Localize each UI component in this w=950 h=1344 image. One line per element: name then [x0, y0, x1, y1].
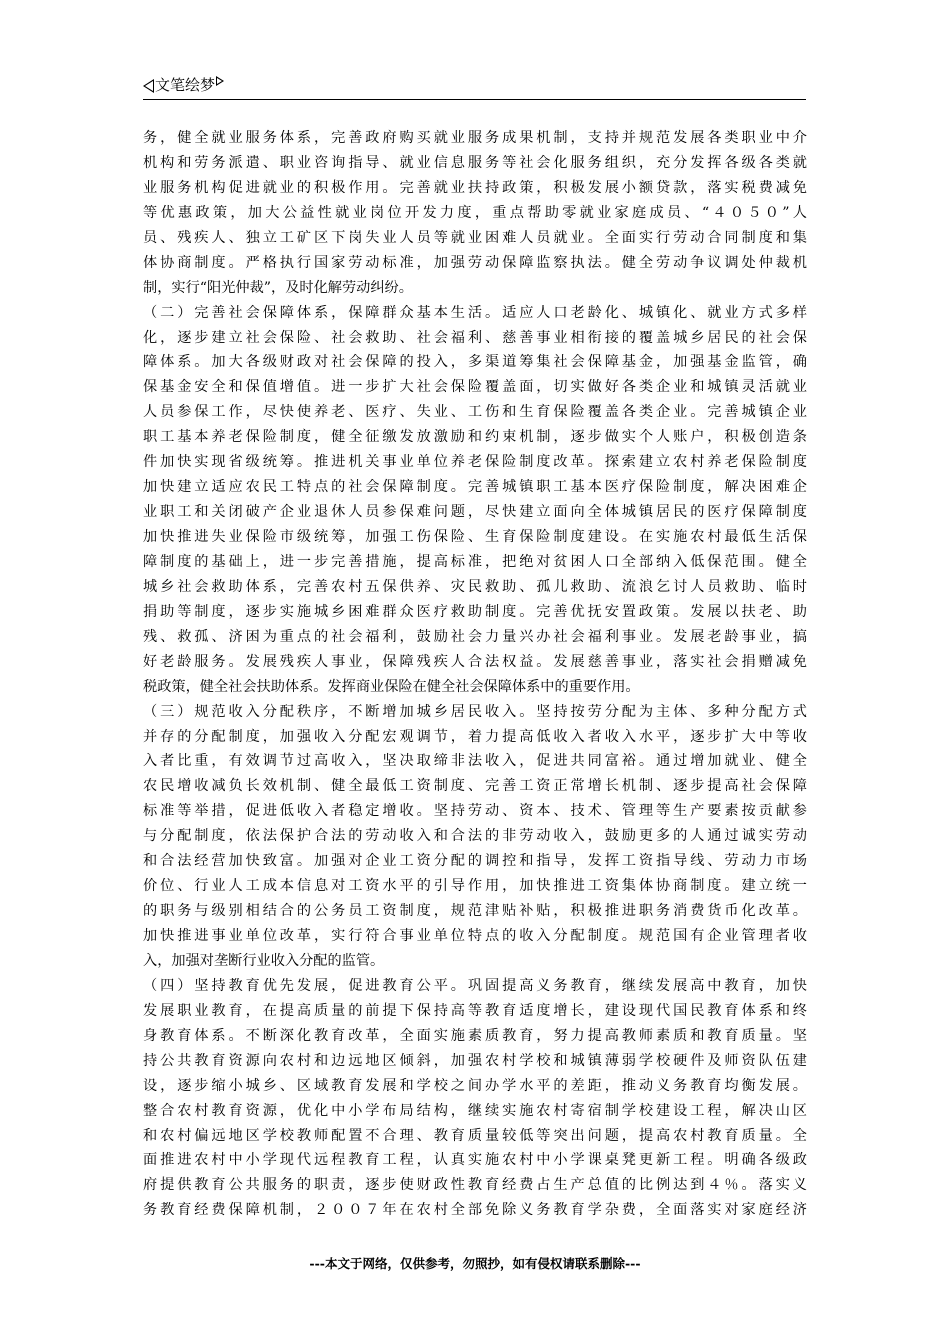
- text-line: 件加快实现省级统筹。推进机关事业单位养老保险制度改革。探索建立农村养老保险制度: [143, 454, 807, 471]
- text-line: 务教育经费保障机制，２００７年在农村全部免除义务教育学杂费，全面落实对家庭经济: [143, 1202, 807, 1219]
- text-line: 机构和劳务派遣、职业咨询指导、就业信息服务等社会化服务组织，充分发挥各级各类就: [143, 154, 807, 171]
- text-line: 加快推进失业保险市级统筹，加强工伤保险、生育保险制度建设。在实施农村最低生活保: [143, 529, 807, 545]
- text-line: 设，逐步缩小城乡、区域教育发展和学校之间办学水平的差距，推动义务教育均衡发展。: [143, 1077, 807, 1094]
- text-line: 务，健全就业服务体系，完善政府购买就业服务成果机制，支持并规范发展各类职业中介: [143, 130, 807, 146]
- text-line: （四）坚持教育优先发展，促进教育公平。巩固提高义务教育，继续发展高中教育，加快: [143, 977, 807, 994]
- text-line: 业服务机构促进就业的积极作用。完善就业扶持政策，积极发展小额贷款，落实税费减免: [143, 179, 807, 196]
- document-body: [143, 126, 807, 1223]
- text-line: 业职工和关闭破产企业退休人员参保难问题，尽快建立面向全体城镇居民的医疗保障制度: [143, 504, 807, 521]
- text-line: 城乡社会救助体系，完善农村五保供养、灾民救助、孤儿救助、流浪乞讨人员救助、临时: [143, 578, 807, 595]
- text-line: 化，逐步建立社会保险、社会救助、社会福利、慈善事业相衔接的覆盖城乡居民的社会保: [143, 329, 807, 346]
- text-line: 发展职业教育，在提高质量的前提下保持高等教育适度增长，建设现代国民教育体系和终: [143, 1002, 807, 1019]
- text-line: 整合农村教育资源，优化中小学布局结构，继续实施农村寄宿制学校建设工程，解决山区: [143, 1102, 807, 1119]
- brand-logo: [143, 75, 224, 95]
- text-line: 加快建立适应农民工特点的社会保障制度。完善城镇职工基本医疗保险制度，解决困难企: [143, 479, 807, 496]
- text-line: 农民增收减负长效机制、健全最低工资制度、完善工资正常增长机制、逐步提高社会保障: [143, 778, 807, 795]
- text-line: 和农村偏远地区学校教师配置不合理、教育质量较低等突出问题，提高农村教育质量。全: [143, 1127, 807, 1144]
- text-line: （二）完善社会保障体系，保障群众基本生活。适应人口老龄化、城镇化、就业方式多样: [143, 304, 807, 321]
- text-line: 制，实行“阳光仲裁”，及时化解劳动纠纷。: [143, 279, 413, 296]
- text-line: 和合法经营加快致富。加强对企业工资分配的调控和指导，发挥工资指导线、劳动力市场: [143, 853, 807, 870]
- text-line: 身教育体系。不断深化教育改革，全面实施素质教育，努力提高教师素质和教育质量。坚: [143, 1027, 807, 1044]
- text-line: 捐助等制度，逐步实施城乡困难群众医疗救助制度。完善优抚安置政策。发展以扶老、助: [143, 603, 807, 620]
- text-line: 人员参保工作，尽快使养老、医疗、失业、工伤和生育保险覆盖各类企业。完善城镇企业: [143, 404, 807, 421]
- footer-disclaimer: ---本文于网络，仅供参考，勿照抄，如有侵权请联系删除---: [309, 1256, 641, 1271]
- text-line: 员、残疾人、独立工矿区下岗失业人员等就业困难人员就业。全面实行劳动合同制度和集: [143, 229, 807, 246]
- text-line: 入，加强对垄断行业收入分配的监管。: [143, 952, 385, 969]
- text-line: 好老龄服务。发展残疾人事业，保障残疾人合法权益。发展慈善事业，落实社会捐赠减免: [143, 653, 807, 670]
- text-line: 职工基本养老保险制度，健全征缴发放激励和约束机制，逐步做实个人账户，积极创造条: [143, 429, 807, 446]
- text-line: 障制度的基础上，进一步完善措施，提高标准，把绝对贫困人口全部纳入低保范围。健全: [143, 553, 807, 570]
- text-line: 的职务与级别相结合的公务员工资制度，规范津贴补贴，积极推进职务消费货币化改革。: [143, 903, 807, 920]
- text-line: 与分配制度，依法保护合法的劳动收入和合法的非劳动收入，鼓励更多的人通过诚实劳动: [143, 828, 807, 845]
- page-header: [143, 75, 806, 100]
- text-line: 体协商制度。严格执行国家劳动标准，加强劳动保障监察执法。健全劳动争议调处仲裁机: [143, 254, 807, 271]
- text-line: 障体系。加大各级财政对社会保障的投入，多渠道筹集社会保障基金，加强基金监管，确: [143, 354, 807, 371]
- text-line: 持公共教育资源向农村和边远地区倾斜，加强农村学校和城镇薄弱学校硬件及师资队伍建: [143, 1052, 807, 1069]
- text-line: 等优惠政策，加大公益性就业岗位开发力度，重点帮助零就业家庭成员、“４０５０”人: [143, 204, 807, 221]
- text-line: 保基金安全和保值增值。进一步扩大社会保险覆盖面，切实做好各类企业和城镇灵活就业: [143, 379, 807, 396]
- text-line: 加快推进事业单位改革，实行符合事业单位特点的收入分配制度。规范国有企业管理者收: [143, 928, 807, 944]
- text-line: 入者比重，有效调节过高收入，坚决取缔非法收入，促进共同富裕。通过增加就业、健全: [143, 753, 807, 770]
- text-line: 并存的分配制度，加强收入分配宏观调节，着力提高低收入者收入水平，逐步扩大中等收: [143, 728, 807, 745]
- text-line: 面推进农村中小学现代远程教育工程，认真实施农村中小学课桌凳更新工程。明确各级政: [143, 1152, 807, 1169]
- text-line: 税政策，健全社会扶助体系。发挥商业保险在健全社会保障体系中的重要作用。: [143, 678, 640, 695]
- text-line: 标准等举措，促进低收入者稳定增收。坚持劳动、资本、技术、管理等生产要素按贡献参: [143, 803, 807, 820]
- text-line: 府提供教育公共服务的职责，逐步使财政性教育经费占生产总值的比例达到４％。落实义: [143, 1177, 807, 1194]
- right-triangle-icon: [216, 76, 224, 86]
- brand-text: 文笔绘梦: [155, 76, 216, 94]
- left-triangle-icon: [143, 79, 154, 93]
- text-line: （三）规范收入分配秩序，不断增加城乡居民收入。坚持按劳分配为主体、多种分配方式: [143, 703, 807, 720]
- text-line: 价位、行业人工成本信息对工资水平的引导作用，加快推进工资集体协商制度。建立统一: [143, 878, 807, 895]
- text-line: 残、救孤、济困为重点的社会福利，鼓励社会力量兴办社会福利事业。发展老龄事业，搞: [143, 628, 807, 645]
